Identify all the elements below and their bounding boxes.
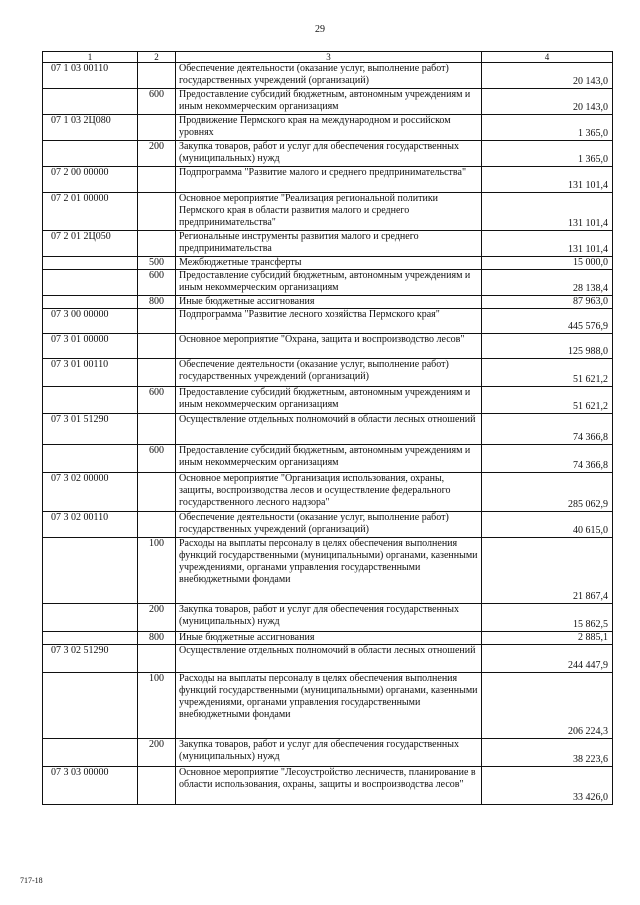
cell-name: Предоставление субсидий бюджетным, автономным учреждениям и иным некоммерческим организациям xyxy=(176,270,482,296)
table-header-row xyxy=(43,52,613,63)
cell-code: 07 3 02 51290 xyxy=(43,645,138,673)
cell-amount: 445 576,9 xyxy=(482,309,613,334)
cell-expense-type xyxy=(138,231,176,257)
cell-code xyxy=(43,673,138,739)
cell-amount: 131 101,4 xyxy=(482,193,613,231)
cell-code: 07 3 01 00110 xyxy=(43,359,138,387)
cell-name: Предоставление субсидий бюджетным, автономным учреждениям и иным некоммерческим организациям xyxy=(176,89,482,115)
cell-name: Расходы на выплаты персоналу в целях обеспечения выполнения функций государственными (муниципальными) органами, казенными учреждениями, органами управления государственными внебюджетными фондами xyxy=(176,673,482,739)
cell-name: Расходы на выплаты персоналу в целях обеспечения выполнения функций государственными (муниципальными) органами, казенными учреждениями, органами управления государственными внебюджетными фондами xyxy=(176,538,482,604)
table-row xyxy=(43,512,613,538)
cell-expense-type xyxy=(138,767,176,805)
cell-code xyxy=(43,632,138,645)
cell-expense-type: 200 xyxy=(138,604,176,632)
cell-name: Обеспечение деятельности (оказание услуг, выполнение работ) государственных учреждений (организаций) xyxy=(176,512,482,538)
cell-expense-type: 800 xyxy=(138,632,176,645)
cell-code xyxy=(43,387,138,414)
cell-code: 07 3 01 51290 xyxy=(43,414,138,445)
cell-code: 07 1 03 00110 xyxy=(43,63,138,89)
cell-expense-type xyxy=(138,359,176,387)
table-body xyxy=(43,63,613,805)
table-row xyxy=(43,257,613,270)
cell-amount: 285 062,9 xyxy=(482,473,613,512)
cell-expense-type xyxy=(138,512,176,538)
page-number: 29 xyxy=(315,24,325,35)
cell-name: Основное мероприятие "Охрана, защита и воспроизводство лесов" xyxy=(176,334,482,359)
table-row xyxy=(43,334,613,359)
cell-amount: 1 365,0 xyxy=(482,141,613,167)
table-row xyxy=(43,296,613,309)
cell-amount: 51 621,2 xyxy=(482,359,613,387)
table-row xyxy=(43,645,613,673)
cell-expense-type xyxy=(138,167,176,193)
cell-code xyxy=(43,89,138,115)
cell-expense-type xyxy=(138,473,176,512)
cell-amount: 131 101,4 xyxy=(482,231,613,257)
cell-amount: 20 143,0 xyxy=(482,63,613,89)
cell-expense-type: 600 xyxy=(138,445,176,473)
cell-amount: 131 101,4 xyxy=(482,167,613,193)
cell-expense-type xyxy=(138,193,176,231)
table-row xyxy=(43,473,613,512)
table-row xyxy=(43,89,613,115)
cell-code xyxy=(43,604,138,632)
cell-expense-type: 200 xyxy=(138,141,176,167)
cell-amount: 244 447,9 xyxy=(482,645,613,673)
table-row xyxy=(43,141,613,167)
table-row xyxy=(43,63,613,89)
cell-amount: 1 365,0 xyxy=(482,115,613,141)
column-header-expense-type: 2 xyxy=(138,52,176,63)
cell-code xyxy=(43,538,138,604)
cell-name: Основное мероприятие "Организация использования, охраны, защиты, воспроизводства лесов и осуществление федерального государственного лесного надзора" xyxy=(176,473,482,512)
cell-expense-type xyxy=(138,334,176,359)
cell-name: Иные бюджетные ассигнования xyxy=(176,296,482,309)
table-row xyxy=(43,231,613,257)
cell-expense-type xyxy=(138,115,176,141)
cell-amount: 15 000,0 xyxy=(482,257,613,270)
cell-amount: 125 988,0 xyxy=(482,334,613,359)
cell-code: 07 3 02 00000 xyxy=(43,473,138,512)
cell-name: Основное мероприятие "Лесоустройство лесничеств, планирование в области использования, охраны, защиты и воспроизводства лесов" xyxy=(176,767,482,805)
cell-amount: 20 143,0 xyxy=(482,89,613,115)
cell-expense-type: 100 xyxy=(138,673,176,739)
cell-name: Осуществление отдельных полномочий в области лесных отношений xyxy=(176,645,482,673)
cell-name: Подпрограмма "Развитие лесного хозяйства Пермского края" xyxy=(176,309,482,334)
cell-code: 07 3 01 00000 xyxy=(43,334,138,359)
column-header-name: 3 xyxy=(176,52,482,63)
cell-amount: 206 224,3 xyxy=(482,673,613,739)
cell-amount: 2 885,1 xyxy=(482,632,613,645)
table-row xyxy=(43,167,613,193)
cell-amount: 40 615,0 xyxy=(482,512,613,538)
cell-expense-type xyxy=(138,645,176,673)
cell-code xyxy=(43,257,138,270)
cell-amount: 74 366,8 xyxy=(482,445,613,473)
cell-name: Межбюджетные трансферты xyxy=(176,257,482,270)
table-row xyxy=(43,604,613,632)
cell-name: Предоставление субсидий бюджетным, автономным учреждениям и иным некоммерческим организациям xyxy=(176,445,482,473)
cell-expense-type xyxy=(138,309,176,334)
cell-name: Региональные инструменты развития малого и среднего предпринимательства xyxy=(176,231,482,257)
table-row xyxy=(43,387,613,414)
table-row xyxy=(43,739,613,767)
cell-code xyxy=(43,739,138,767)
cell-amount: 87 963,0 xyxy=(482,296,613,309)
table-row xyxy=(43,359,613,387)
cell-code xyxy=(43,270,138,296)
cell-name: Обеспечение деятельности (оказание услуг, выполнение работ) государственных учреждений (организаций) xyxy=(176,63,482,89)
cell-code: 07 3 03 00000 xyxy=(43,767,138,805)
cell-amount: 74 366,8 xyxy=(482,414,613,445)
cell-amount: 28 138,4 xyxy=(482,270,613,296)
cell-name: Осуществление отдельных полномочий в области лесных отношений xyxy=(176,414,482,445)
cell-expense-type: 800 xyxy=(138,296,176,309)
cell-name: Обеспечение деятельности (оказание услуг, выполнение работ) государственных учреждений (организаций) xyxy=(176,359,482,387)
cell-expense-type: 600 xyxy=(138,270,176,296)
cell-name: Закупка товаров, работ и услуг для обеспечения государственных (муниципальных) нужд xyxy=(176,739,482,767)
cell-expense-type xyxy=(138,414,176,445)
cell-name: Иные бюджетные ассигнования xyxy=(176,632,482,645)
column-header-code: 1 xyxy=(43,52,138,63)
cell-amount: 21 867,4 xyxy=(482,538,613,604)
cell-name: Продвижение Пермского края на международном и российском уровнях xyxy=(176,115,482,141)
cell-code xyxy=(43,141,138,167)
cell-code: 07 2 01 00000 xyxy=(43,193,138,231)
cell-expense-type: 100 xyxy=(138,538,176,604)
table-row xyxy=(43,414,613,445)
cell-name: Предоставление субсидий бюджетным, автономным учреждениям и иным некоммерческим организациям xyxy=(176,387,482,414)
table-row xyxy=(43,767,613,805)
footer-code: 717-18 xyxy=(20,876,43,885)
cell-code: 07 2 00 00000 xyxy=(43,167,138,193)
cell-name: Подпрограмма "Развитие малого и среднего предпринимательства" xyxy=(176,167,482,193)
cell-expense-type: 600 xyxy=(138,387,176,414)
cell-amount: 33 426,0 xyxy=(482,767,613,805)
column-header-amount: 4 xyxy=(482,52,613,63)
cell-code: 07 3 02 00110 xyxy=(43,512,138,538)
cell-amount: 51 621,2 xyxy=(482,387,613,414)
table-row xyxy=(43,193,613,231)
cell-expense-type: 500 xyxy=(138,257,176,270)
cell-name: Закупка товаров, работ и услуг для обеспечения государственных (муниципальных) нужд xyxy=(176,604,482,632)
cell-code: 07 1 03 2Ц080 xyxy=(43,115,138,141)
table-row xyxy=(43,270,613,296)
cell-code: 07 3 00 00000 xyxy=(43,309,138,334)
table-row xyxy=(43,309,613,334)
table-row xyxy=(43,445,613,473)
table-row xyxy=(43,115,613,141)
cell-name: Закупка товаров, работ и услуг для обеспечения государственных (муниципальных) нужд xyxy=(176,141,482,167)
cell-expense-type: 600 xyxy=(138,89,176,115)
cell-amount: 38 223,6 xyxy=(482,739,613,767)
table-row xyxy=(43,538,613,604)
cell-expense-type: 200 xyxy=(138,739,176,767)
cell-amount: 15 862,5 xyxy=(482,604,613,632)
table-row xyxy=(43,632,613,645)
cell-expense-type xyxy=(138,63,176,89)
cell-code: 07 2 01 2Ц050 xyxy=(43,231,138,257)
budget-table xyxy=(42,51,613,805)
cell-code xyxy=(43,445,138,473)
cell-code xyxy=(43,296,138,309)
table-row xyxy=(43,673,613,739)
cell-name: Основное мероприятие "Реализация региональной политики Пермского края в области развития малого и среднего предпринимательства" xyxy=(176,193,482,231)
